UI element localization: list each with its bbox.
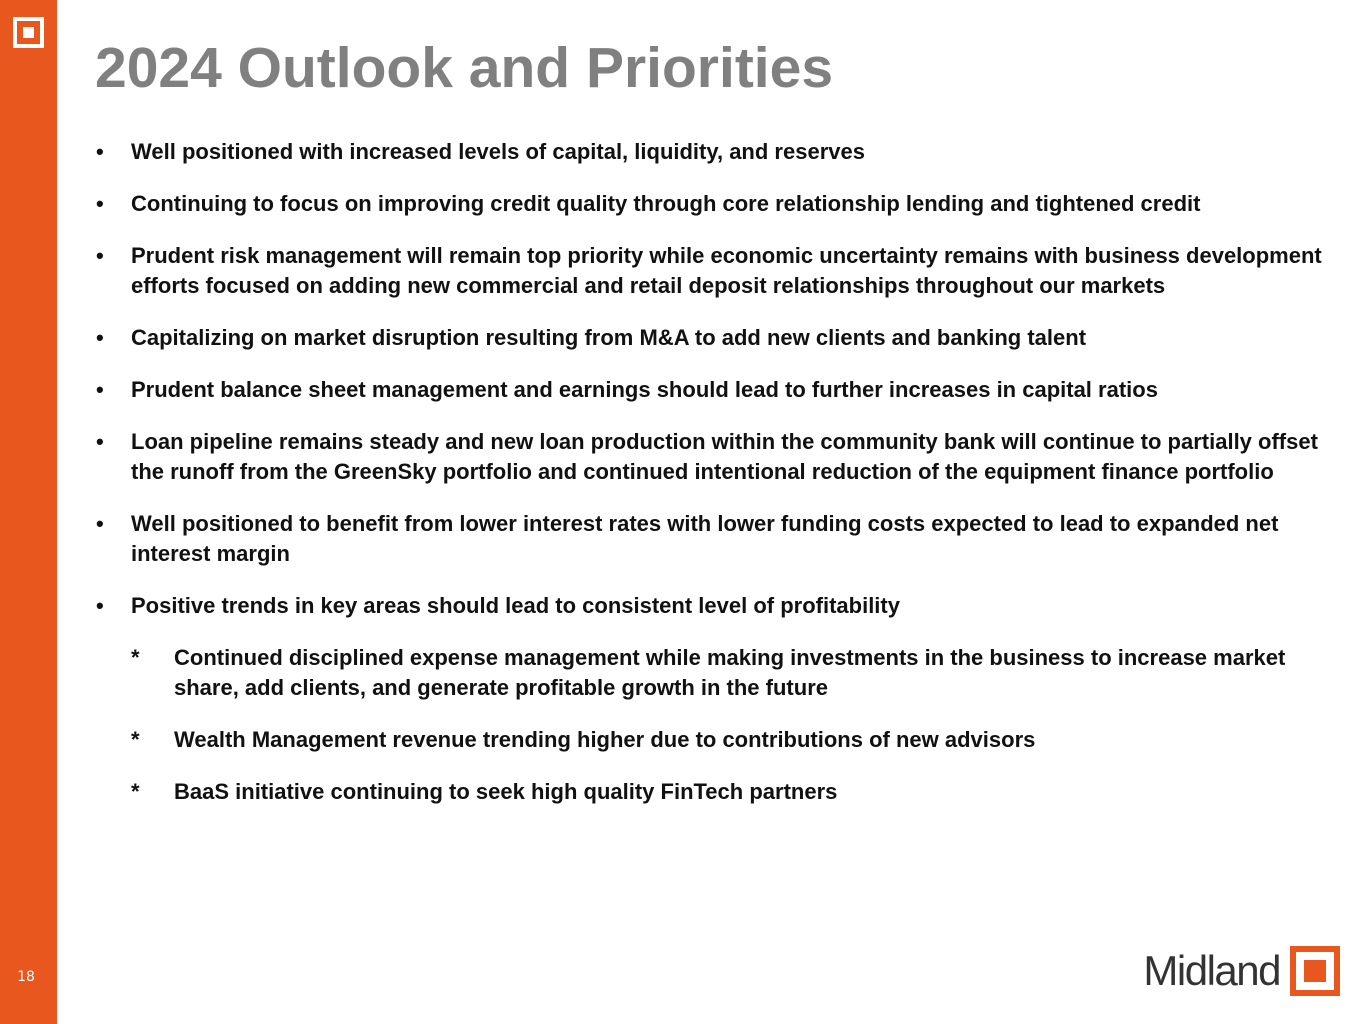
bullet-text: Capitalizing on market disruption resulting from M&A to add new clients and banking talent bbox=[131, 325, 1087, 350]
list-item bbox=[94, 137, 1324, 167]
bullet-marker: • bbox=[96, 243, 104, 268]
page-number: 18 bbox=[17, 969, 35, 985]
list-item bbox=[94, 323, 1324, 353]
list-item bbox=[94, 241, 1324, 301]
sub-bullet-marker: * bbox=[131, 645, 140, 670]
sub-list-item bbox=[94, 643, 1324, 703]
bullet-marker: • bbox=[96, 325, 104, 350]
list-item bbox=[94, 591, 1324, 621]
bullet-text: Well positioned to benefit from lower interest rates with lower funding costs expected to lead to expanded net interest margin bbox=[131, 511, 1279, 566]
bullet-text: Positive trends in key areas should lead to consistent level of profitability bbox=[131, 593, 900, 618]
list-item bbox=[94, 189, 1324, 219]
page-title: 2024 Outlook and Priorities bbox=[95, 36, 834, 100]
brand-logo bbox=[1143, 946, 1340, 996]
list-item bbox=[94, 427, 1324, 487]
sidebar-accent-bar bbox=[0, 0, 57, 1024]
list-item bbox=[94, 375, 1324, 405]
square-logo-icon bbox=[13, 17, 44, 48]
bullet-marker: • bbox=[96, 377, 104, 402]
bullet-text: Prudent risk management will remain top priority while economic uncertainty remains with business development efforts focused on adding new commercial and retail deposit relationships throughout our markets bbox=[131, 243, 1322, 298]
brand-name: Midland bbox=[1143, 947, 1280, 994]
midland-logo-icon bbox=[1290, 946, 1340, 996]
bullet-text: Prudent balance sheet management and earnings should lead to further increases in capital ratios bbox=[131, 377, 1158, 402]
sub-bullet-marker: * bbox=[131, 779, 140, 804]
bullet-marker: • bbox=[96, 139, 104, 164]
bullet-list bbox=[94, 137, 1324, 829]
sub-list-item bbox=[94, 725, 1324, 755]
bullet-marker: • bbox=[96, 429, 104, 454]
sub-bullet-marker: * bbox=[131, 727, 140, 752]
sub-bullet-text: Continued disciplined expense management while making investments in the business to increase market share, add clients, and generate profitable growth in the future bbox=[174, 645, 1286, 700]
bullet-text: Continuing to focus on improving credit quality through core relationship lending and tightened credit bbox=[131, 191, 1201, 216]
bullet-text: Well positioned with increased levels of capital, liquidity, and reserves bbox=[131, 139, 865, 164]
bullet-marker: • bbox=[96, 593, 104, 618]
bullet-marker: • bbox=[96, 511, 104, 536]
list-item bbox=[94, 509, 1324, 569]
sub-bullet-text: BaaS initiative continuing to seek high quality FinTech partners bbox=[174, 779, 838, 804]
bullet-marker: • bbox=[96, 191, 104, 216]
sub-bullet-text: Wealth Management revenue trending higher due to contributions of new advisors bbox=[174, 727, 1036, 752]
sub-list-item bbox=[94, 777, 1324, 807]
bullet-text: Loan pipeline remains steady and new loan production within the community bank will continue to partially offset the runoff from the GreenSky portfolio and continued intentional reduction of the equipment finance portfolio bbox=[131, 429, 1318, 484]
